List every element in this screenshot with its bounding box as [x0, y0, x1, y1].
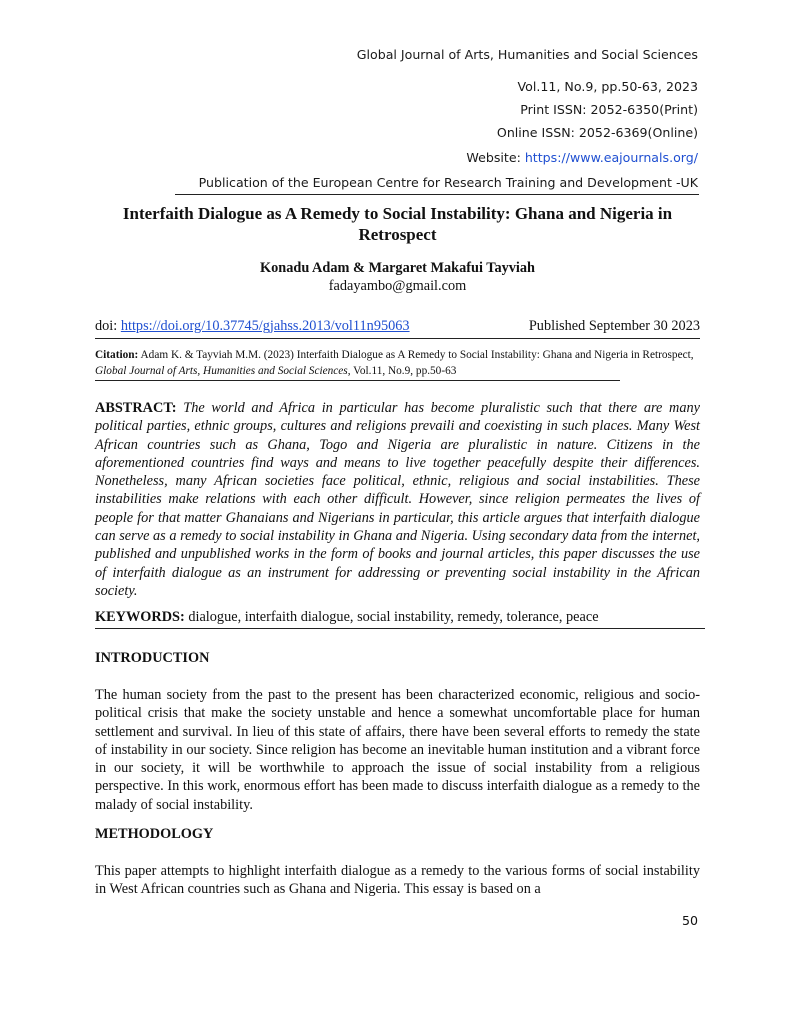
- citation-text: Adam K. & Tayviah M.M. (2023) Interfaith Dialogue as A Remedy to Social Instability: Ghana and Nigeria in Retrospect,: [138, 349, 694, 361]
- author-email: fadayambo@gmail.com: [328, 278, 467, 294]
- online-issn: Online ISSN: 2052-6369(Online): [496, 125, 698, 140]
- authors: Konadu Adam & Margaret Makafui Tayviah: [260, 260, 535, 276]
- keywords-label: KEYWORDS:: [95, 609, 185, 625]
- keywords-text: dialogue, interfaith dialogue, social instability, remedy, tolerance, peace: [184, 609, 599, 625]
- citation: [95, 348, 700, 379]
- website-label: Website:: [466, 150, 525, 165]
- abstract: [95, 399, 700, 600]
- methodology-text: This paper attempts to highlight interfaith dialogue as a remedy to the various forms of social instability in West African countries such as Ghana and Nigeria. This essay is based on a: [95, 863, 700, 898]
- volume-info: Vol.11, No.9, pp.50-63, 2023: [517, 79, 698, 94]
- website-link[interactable]: https://www.eajournals.org/: [524, 150, 698, 165]
- keywords-rule: [95, 628, 705, 629]
- doi-rule: [95, 338, 700, 339]
- citation-label: Citation:: [95, 349, 139, 361]
- doi-label: doi:: [95, 318, 121, 334]
- website-line: [466, 150, 698, 165]
- abstract-label: ABSTRACT:: [95, 400, 177, 416]
- doi-row: [95, 318, 700, 335]
- doi-link[interactable]: https://doi.org/10.37745/gjahss.2013/vol11n95063: [120, 318, 410, 334]
- abstract-text: The world and Africa in particular has become pluralistic such that there are many political parties, ethnic groups, cultures and religions prevaili and coexisting in such places. Many West African countries such as Ghana, Togo and Nigeria are pluralistic in nature. Citizens in the aforementioned countries find ways and means to live together peacefully despite their differences. Nonetheless, many African societies face political, ethnic, religious and social instabilities. These instabilities make relations with each other difficult. However, since religion permeates the lives of people for that matter Ghanaians and Nigerians in particular, this article argues that interfaith dialogue can serve as a remedy to social instability in Ghana and Nigeria. Using secondary data from the internet, published and unpublished works in the form of books and journal articles, this paper discusses the use of interfaith dialogue as an instrument for addressing or preventing social instability in the African society.: [95, 400, 700, 599]
- publisher-line: Publication of the European Centre for Research Training and Development -UK: [198, 175, 698, 190]
- print-issn: Print ISSN: 2052-6350(Print): [520, 102, 698, 117]
- paper-title: Interfaith Dialogue as A Remedy to Social Instability: Ghana and Nigeria in Retrospect: [122, 204, 673, 244]
- introduction-heading: INTRODUCTION: [95, 650, 210, 666]
- page-number: 50: [681, 913, 698, 928]
- citation-tail: , Vol.11, No.9, pp.50-63: [347, 364, 457, 377]
- keywords: [95, 609, 700, 626]
- journal-name: Global Journal of Arts, Humanities and Social Sciences: [356, 47, 698, 62]
- methodology-heading: METHODOLOGY: [95, 826, 214, 842]
- introduction-text: The human society from the past to the present has been characterized economic, religious and socio-political crisis that make the society unstable and hence a somewhat uncomfortable place for human settlement and survival. In lieu of this state of affairs, there have been several efforts to remedy the state of instability in our society. Since religion has become an inevitable human institution and a vibrant force in our society, it will be worthwhile to approach the issue of social instability from a religious perspective. In this work, enormous effort has been made to discuss interfaith dialogue as a remedy to the malady of social instability.: [95, 687, 700, 813]
- header-rule: [175, 194, 699, 195]
- citation-journal: Global Journal of Arts, Humanities and Social Sciences: [95, 364, 348, 377]
- published-date: Published September 30 2023: [528, 318, 700, 334]
- citation-rule: [95, 380, 620, 381]
